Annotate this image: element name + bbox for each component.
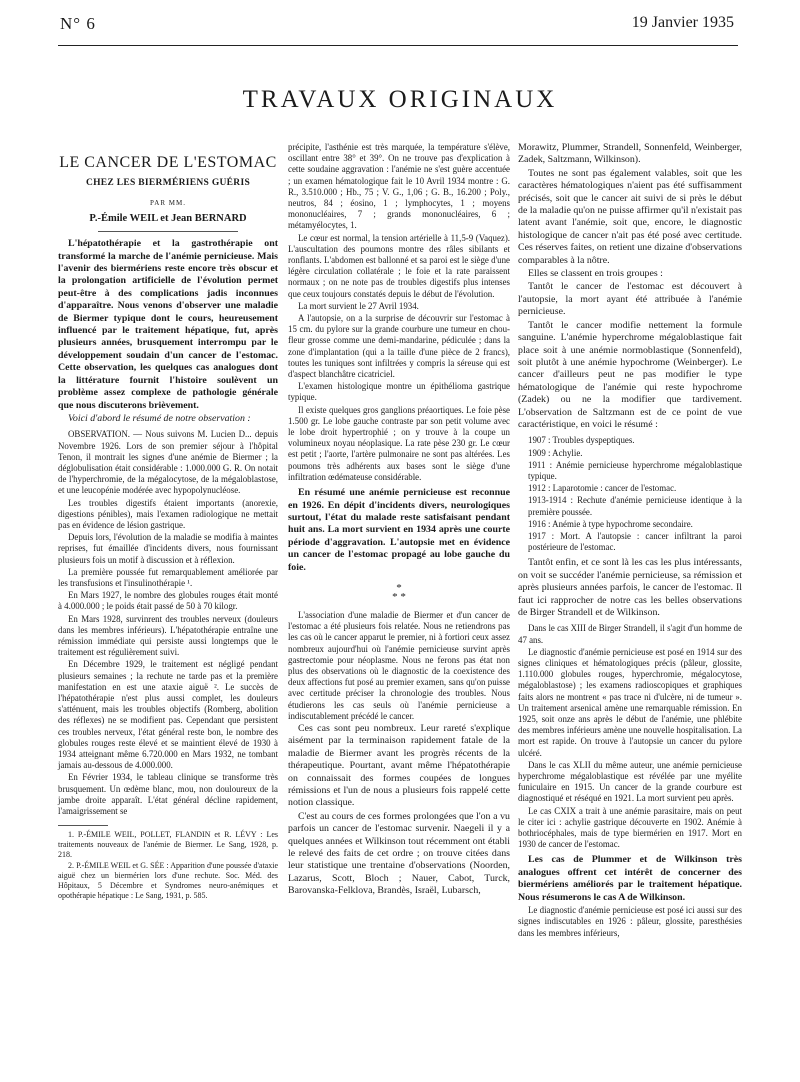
header-rule — [58, 45, 738, 46]
body-paragraph: C'est au cours de ces formes prolongées que l'on a vu parfois un cancer de l'estomac survenir. Naegeli il y a quelques années et Wilkinson tout récemment ont établi le relevé des faits de cet ordre ; on trouve citées dans leur statistique une trentaine d'observations (Noorden, Lazarus, Scott, Bloch ; Nauer, Cabot, Turck, Barovanska-Felklova, Brandès, Israël, Lubarsch, — [288, 810, 510, 897]
obs-paragraph: En Décembre 1929, le traitement est négligé pendant plusieurs semaines ; la rechute ne tarde pas et la première manifestation en est une ataxie aiguë ². Le succès de l'hépatothérapie n'est plus aussi complet, les douleurs s'atténuent, mais les troubles objectifs (Romberg, abolition des réflexes) ne se modifient pas. Cependant que persistent ces troubles nerveux, l'état général reste bon, le nombre des globules rouges reste élevé et se maintient élevé de 1930 à 1934 atteignant même 6.720.000 en Mars 1932, ne tombant jamais au-dessous de 4.000.000. — [58, 659, 278, 771]
body-paragraph: Ces cas sont peu nombreux. Leur rareté s'explique aisément par la terminaison rapidement fatale de la maladie de Biermer avant les progrès récents de la thérapeutique. Pourtant, avant même l'hépatothérapie on connaissait des formes coupées de longues rémissions et l'un de nous a plusieurs fois rappelé cette notion classique. — [288, 722, 510, 809]
asterism: * * * — [392, 581, 406, 603]
case-paragraph: Le cas CXIX a trait à une anémie parasitaire, mais on peut le citer ici : achylie gastrique découverte en 1902. Anémie à bothriocéphales, mais de type biermérien en 1917. Mort en 1930 de cancer de l'estomac. — [518, 805, 742, 850]
timeline-item: 1912 : Laparotomie : cancer de l'estomac. — [528, 483, 677, 494]
case-paragraph: Le diagnostic d'anémie pernicieuse est posé ici aussi sur des signes indiscutables en 1926 : pâleur, glossite, paresthésies dans les membres inférieurs, — [518, 905, 742, 938]
footnote: 2. P.-ÉMILE WEIL et G. SÉE : Apparition d'une poussée d'ataxie aiguë chez un biermérien lors d'une rechute. Soc. Méd. des Hôpitaux, 5 Décembre et Syndromes neuro-anémiques et opothérapie hépatique : Le Sang, 1931, p. 585. — [58, 861, 278, 901]
obs-paragraph: En Mars 1928, survinrent des troubles nerveux (douleurs dans les membres inférieurs). L'hépatothérapie entraîne une rémission immédiate qui persiste aussi longtemps que le traitement est régulièrement suivi. — [58, 613, 278, 658]
body-paragraph: L'examen histologique montre un épithélioma gastrique typique. — [288, 381, 510, 403]
timeline-item: 1907 : Troubles dyspeptiques. — [528, 435, 635, 446]
obs-paragraph: En Mars 1927, le nombre des globules rouges était monté à 4.000.000 ; le poids était passé de 50 à 70 kilogr. — [58, 590, 278, 612]
article-subtitle: CHEZ LES BIERMÉRIENS GUÉRIS — [85, 178, 251, 188]
case-paragraph: Le diagnostic d'anémie pernicieuse est posé en 1914 sur des signes cliniques et hématologiques précis (pâleur, glossite, 1.110.000 globules rouges, hyperchromie, mégalocytose, mégaloblastose) ; les examens radioscopiques et graphiques faits alors ne montrent « pas trace ni d'ulcère, ni de tumeur ». Un traitement arsenical amène une remarquable rémission. En 1925, soit onze ans après le début de l'anémie, une phlébite des membres inférieurs amène une nouvelle hospitalisation. La mort est rapide. On trouve à l'autopsie un cancer du pylore ulcéré. — [518, 646, 742, 758]
timeline-item: 1913-1914 : Rechute d'anémie pernicieuse identique à la première poussée. — [528, 495, 742, 517]
body-paragraph: Tantôt enfin, et ce sont là les cas les plus intéressants, on voit se succéder l'anémie pernicieuse, sa rémission et après plusieurs années parfois, le cancer de l'estomac. Il faut ici rapprocher de notre cas les belles observations de Birger Strandell et de Wilkinson. — [518, 557, 742, 618]
issue-date: 19 Janvier 1935 — [631, 14, 734, 31]
issue-number: N° 6 — [60, 14, 96, 33]
body-paragraph: Il existe quelques gros ganglions préaortiques. Le foie pèse 1.500 gr. Le lobe gauche contraste par son petit volume avec le lobe droit hypertrophié ; on y trouve à la coupe un volumineux noyau néoplasique. La rate pèse 230 gr. Le cœur est petit ; l'aorte, l'artère pulmonaire ne sont pas altérées. Les poumons très adhérents aux bases sont le siège d'une infiltration œdémateuse considérable. — [288, 404, 510, 482]
footnote-rule — [58, 825, 108, 826]
body-paragraph: L'association d'une maladie de Biermer et d'un cancer de l'estomac a été plusieurs fois relatée. Nous ne retiendrons pas les cas où le cancer apparut le premier, ni à fortiori ceux assez nombreux aujourd'hui où l'anémie pernicieuse survint après gastrectomie pour néoplasme. Nous ne ferons pas état non plus des observations où le diagnostic de la coexistence des deux affections fut posé au premier examen, sans qu'on puisse avec certitude préciser la chronologie des troubles. Nous étudierons les cas seuls où l'anémie pernicieuse a indiscutablement précédé le cancer. — [288, 609, 510, 721]
article-par: PAR MM. — [150, 199, 186, 208]
body-paragraph: Elles se classent en trois groupes : — [528, 268, 663, 280]
resume-paragraph: En résumé une anémie pernicieuse est reconnue en 1926. En dépit d'incidents divers, neurologiques surtout, l'état du malade reste satisfaisant pendant huit ans. La mort survient en 1934 après une courte période d'aggravation. L'autopsie met en évidence un cancer de l'estomac propagé au lobe gauche du foie. — [288, 487, 510, 573]
obs-paragraph: En Février 1934, le tableau clinique se transforme très brusquement. Un œdème blanc, mou, non douloureux de la jambe droite apparaît. L'état général décline rapidement, l'amaigrissement se — [58, 772, 278, 817]
obs-paragraph: OBSERVATION. — Nous suivons M. Lucien D... depuis Novembre 1926. Lors de son premier séjour à l'hôpital Tenon, il montrait les signes d'une anémie de Biermer ; la déglobulisation était considérable : 1.000.000 G. R. On notait de l'hyperchromie, de la mégalocytose, de la mégaloblastose, et une leucopénie modérée avec hypopolynucléose. — [58, 429, 278, 496]
timeline-item: 1917 : Mort. A l'autopsie : cancer infiltrant la paroi postérieure de l'estomac. — [528, 530, 742, 553]
timeline-item: 1909 : Achylie. — [528, 447, 583, 458]
body-paragraph: Tantôt le cancer modifie nettement la formule sanguine. L'anémie hyperchrome mégaloblastique fait place soit à une anémie normoblastique (Sonnenfeld), soit plutôt à une anémie hypochrome (Weinberger). Le cancer d'ailleurs peut ne pas modifier le type hématologique de l'anémie qui reste hypochrome (Zadek) ou ne la modifier que tardivement. L'observation de Saltzmann est de ce point de vue caractéristique, en voici le résumé : — [518, 319, 742, 430]
body-paragraph: La mort survient le 27 Avril 1934. — [298, 300, 419, 311]
article-title: LE CANCER DE L'ESTOMAC — [59, 154, 277, 171]
body-paragraph: précipite, l'asthénie est très marquée, la température s'élève, oscillant entre 38° et 39°. On ne trouve pas d'explication à cette soudaine aggravation : l'anémie ne s'est guère accentuée ; un examen hématologique fait le 10 Avril 1934 montre : G. R., 3.510.000 ; Hb., 75 ; V. G., 1,06 ; G. B., 16.200 ; Poly., neutros, 84 ; éosino, 1 ; lymphocytes, 1 ; moyens mononucléaires, 7 ; grands mononucléaires, 6 ; métamyélocytes, 1. — [288, 142, 510, 231]
body-paragraph: A l'autopsie, on a la surprise de découvrir sur l'estomac à 15 cm. du pylore sur la grande courbure une tumeur en chou-fleur grosse comme une demi-mandarine, pédiculée ; dans la zone d'implantation (qui a la taille d'une pièce de 2 francs), toutes les tuniques sont infiltrées y compris la séreuse qui est d'aspect blanchâtre cicatriciel. — [288, 313, 510, 380]
timeline-item: 1916 : Anémie à type hypochrome secondaire. — [528, 518, 693, 529]
article-authors: P.-Émile WEIL et Jean BERNARD — [89, 212, 247, 224]
timeline-item: 1911 : Anémie pernicieuse hyperchrome mégaloblastique typique. — [528, 459, 742, 481]
voici-line: Voici d'abord le résumé de notre observation : — [68, 412, 251, 424]
obs-paragraph: La première poussée fut remarquablement améliorée par les transfusions et l'insulinothérapie ¹. — [58, 566, 278, 588]
summary-paragraph: Les cas de Plummer et de Wilkinson très analogues offrent cet intérêt de concerner des biermériens améliorés par le traitement hépatique. Nous résumerons le cas A de Wilkinson. — [518, 854, 742, 903]
body-paragraph: Tantôt le cancer de l'estomac est découvert à l'autopsie, la mort ayant été attribuée à l'anémie pernicieuse. — [518, 281, 742, 318]
column-1 — [58, 142, 278, 902]
body-paragraph: Le cœur est normal, la tension artérielle à 11,5-9 (Vaquez). L'auscultation des poumons montre des râles sibilants et ronflants. L'abdomen est ballonné et sa paroi est le siège d'une légère circulation collatérale ; le foie et la rate paraissent normaux ; on ne note pas de troubles digestifs plus intenses que ceux toujours constatés depuis le début de l'évolution. — [288, 232, 510, 299]
section-title: TRAVAUX ORIGINAUX — [242, 86, 558, 113]
column-3 — [518, 142, 742, 940]
intro-paragraph: L'hépatothérapie et la gastrothérapie ont transformé la marche de l'anémie pernicieuse. Mais l'avenir des biermériens reste encore très obscur et la prolongation artificielle de l'évolution permet peut-être à des complications jadis inconnues d'apparaître. Nous venons d'observer une maladie de Biermer typique dont le cours, heureusement influencé par le traitement hépatique, fut, après plusieurs années, brusquement interrompu par le développement soudain d'un cancer de l'estomac. Cette observation, les quelques cas analogues dont la littérature fournit l'histoire soulèvent un problème assez complexe de pathologie générale que nous discuterons brièvement. — [58, 238, 278, 411]
obs-paragraph: Depuis lors, l'évolution de la maladie se modifia à maintes reprises, fut émaillée d'incidents divers, nous fournissant plusieurs fois un motif à discussion et à réflexion. — [58, 532, 278, 565]
case-paragraph: Dans le cas XLII du même auteur, une anémie pernicieuse hyperchrome mégaloblastique est révélée par une myélite funiculaire en 1915. Un cancer de la grande courbure est diagnostiqué et réséqué en 1921. La mort survient peu après. — [518, 759, 742, 804]
obs-paragraph: Les troubles digestifs étaient importants (anorexie, digestions pénibles), mais l'examen radiologique ne mettait pas en évidence de lésion gastrique. — [58, 497, 278, 530]
case-paragraph: Dans le cas XIII de Birger Strandell, il s'agit d'un homme de 47 ans. — [518, 623, 743, 645]
body-paragraph: Toutes ne sont pas également valables, soit que les caractères hématologiques n'aient pas été suffisamment précisés, soit que le cancer ait suivi de si près le début de la maladie qu'on ne puisse affirmer qu'il n'existait pas latent avant l'anémie, soit que, encore, le diagnostic histologique de cancer n'ait pas été posé avec certitude. Ces réserves faites, on retient une dizaine d'observations comparables à la nôtre. — [518, 167, 742, 266]
title-rule — [98, 231, 238, 232]
column-2 — [288, 142, 510, 899]
footnote: 1. P.-ÉMILE WEIL, POLLET, FLANDIN et R. LÉVY : Les traitements nouveaux de l'anémie de Biermer. Le Sang, 1928, p. 218. — [58, 830, 278, 860]
body-paragraph: Morawitz, Plummer, Strandell, Sonnenfeld, Weinberger, Zadek, Saltzmann, Wilkinson). — [518, 142, 742, 166]
